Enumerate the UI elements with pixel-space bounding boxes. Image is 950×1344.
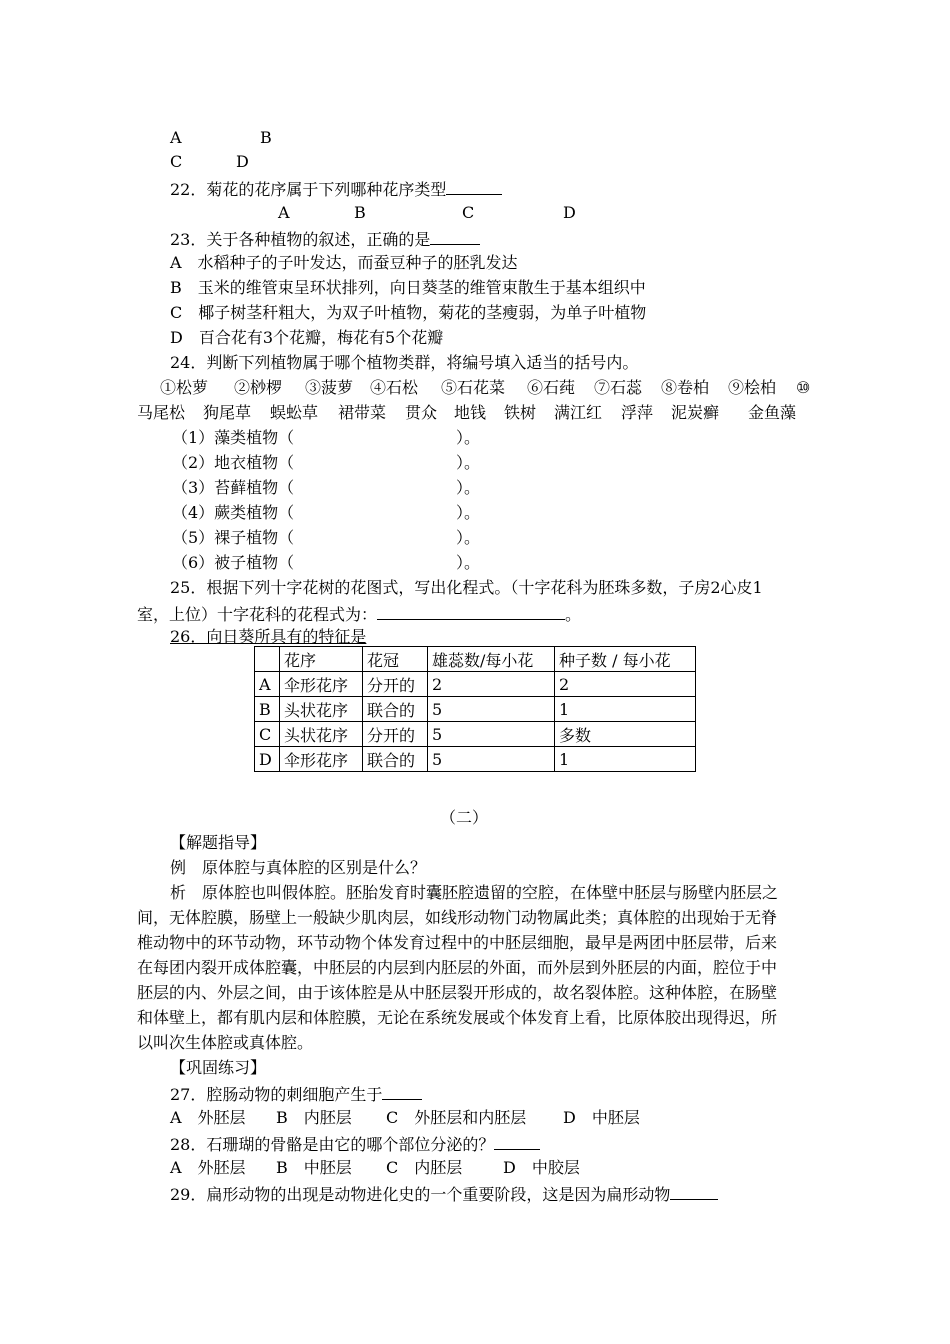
analysis-line: 析 原体腔也叫假体腔。胚胎发育时囊胚腔遗留的空腔，在体壁中胚层与肠壁内胚层之 (170, 883, 779, 902)
question-text: 29．扁形动物的出现是动物进化史的一个重要阶段，这是因为扁形动物 (170, 1185, 671, 1204)
table-cell: A (255, 672, 280, 697)
plant-item: ⑤石花菜 (441, 378, 506, 397)
table-cell: 5 (428, 747, 555, 772)
plant-item: 蜈蚣草 (270, 403, 319, 422)
group-moss-label: （3）苔藓植物（ (172, 478, 295, 497)
punctuation: 。 (565, 605, 582, 624)
answer-blank (446, 178, 502, 195)
q21-option-b: B (260, 128, 272, 147)
table-cell: 伞形花序 (280, 747, 363, 772)
answer-blank (670, 1183, 718, 1200)
plant-item: 贯众 (405, 403, 438, 422)
analysis-line: 以叫次生体腔或真体腔。 (137, 1033, 314, 1052)
table-cell: 伞形花序 (280, 672, 363, 697)
group-lichen-close: ）。 (456, 453, 481, 472)
q23-option-c: C 椰子树茎秆粗大，为双子叶植物，菊花的茎瘦弱，为单子叶植物 (170, 303, 647, 322)
plant-item: 金鱼藻 (748, 403, 797, 422)
table-cell: B (255, 697, 280, 722)
table-cell: D (255, 747, 280, 772)
plant-item: ⑦石蕊 (594, 378, 643, 397)
table-header-cell: 种子数 / 每小花 (555, 647, 696, 672)
table-cell: 联合的 (363, 747, 428, 772)
plant-item: 狗尾草 (203, 403, 252, 422)
plant-item: 浮萍 (621, 403, 654, 422)
q28-options (0, 1158, 950, 1178)
group-gymnosperm-label: （5）裸子植物（ (172, 528, 295, 547)
table-cell: 头状花序 (280, 722, 363, 747)
q27-option-b: B 内胚层 (276, 1108, 352, 1127)
plant-item: ④石松 (370, 378, 419, 397)
question-22 (170, 178, 502, 200)
group-algae-close: ）。 (456, 428, 481, 447)
table-cell: 2 (428, 672, 555, 697)
answer-blank (377, 603, 565, 620)
analysis-line: 在每团内裂开成体腔囊，中胚层的内层到内胚层的外面，而外层到外胚层的内面，腔位于中 (137, 958, 778, 977)
example-question: 例 原体腔与真体腔的区别是什么？ (170, 858, 427, 877)
analysis-line: 椎动物中的环节动物，环节动物个体发育过程中的中胚层细胞，最早是两团中胚层带，后来 (137, 933, 778, 952)
question-text: 27．腔肠动物的刺细胞产生于 (170, 1085, 383, 1104)
table-header-cell (255, 647, 280, 672)
q27-option-d: D 中胚层 (563, 1108, 640, 1127)
group-angiosperm-close: ）。 (456, 553, 481, 572)
table-cell: 2 (555, 672, 696, 697)
table-cell: 头状花序 (280, 697, 363, 722)
question-23 (170, 228, 480, 250)
practice-heading: 【巩固练习】 (170, 1058, 267, 1077)
question-text: 室，上位）十字花科的花程式为： (137, 605, 378, 624)
q21-option-d: D (236, 152, 249, 171)
q27-options (0, 1108, 950, 1128)
plant-item: ⑨桧柏 (728, 378, 777, 397)
table-cell: 1 (555, 697, 696, 722)
plant-item: 泥炭癣 (671, 403, 720, 422)
table-cell: C (255, 722, 280, 747)
q27-option-a: A 外胚层 (170, 1108, 246, 1127)
table-row (255, 672, 696, 697)
q22-option-d: D (563, 203, 576, 222)
answer-blank (494, 1133, 540, 1150)
table-cell: 1 (555, 747, 696, 772)
question-24: 24．判断下列植物属于哪个植物类群，将编号填入适当的括号内。 (170, 353, 639, 372)
plant-item: ⑧卷柏 (661, 378, 710, 397)
table-cell: 5 (428, 697, 555, 722)
plant-list-row-2 (0, 403, 950, 423)
q22-option-c: C (462, 203, 475, 222)
table-header-cell: 花序 (280, 647, 363, 672)
table-cell: 分开的 (363, 722, 428, 747)
table-header-cell: 花冠 (363, 647, 428, 672)
section-heading: （二） (440, 808, 489, 827)
plant-item: 满江红 (554, 403, 603, 422)
answer-blank (430, 228, 480, 245)
answer-blank (382, 1083, 422, 1100)
table-cell: 5 (428, 722, 555, 747)
plant-item: ⑥石莼 (527, 378, 576, 397)
plant-item: 铁树 (504, 403, 537, 422)
group-gymnosperm-close: ）。 (456, 528, 481, 547)
plant-item: ⑩ (796, 378, 811, 397)
question-25-line-1: 25．根据下列十字花树的花图式，写出化程式。（十字花科为胚珠多数，子房2心皮1 (170, 578, 763, 597)
q28-option-d: D 中胶层 (503, 1158, 580, 1177)
q21-option-c: C (170, 152, 183, 171)
plant-item: ①松萝 (160, 378, 209, 397)
analysis-line: 胚层的内、外层之间，由于该体腔是从中胚层裂开形成的，故名裂体腔。这种体腔，在肠壁 (137, 983, 778, 1002)
q27-option-c: C 外胚层和内胚层 (386, 1108, 527, 1127)
q28-option-a: A 外胚层 (170, 1158, 246, 1177)
table-row (255, 747, 696, 772)
q21-option-a: A (170, 128, 182, 147)
table-cell: 联合的 (363, 697, 428, 722)
question-text: 28．石珊瑚的骨骼是由它的哪个部位分泌的？ (170, 1135, 495, 1154)
q23-option-a: A 水稻种子的子叶发达，而蚕豆种子的胚乳发达 (170, 253, 518, 272)
analysis-line: 间，无体腔膜，肠壁上一般缺少肌肉层，如线形动物门动物属此类；真体腔的出现始于无脊 (137, 908, 778, 927)
group-fern-label: （4）蕨类植物（ (172, 503, 295, 522)
question-text: 23．关于各种植物的叙述，正确的是 (170, 230, 431, 249)
q23-option-b: B 玉米的维管束呈环状排列，向日葵茎的维管束散生于基本组织中 (170, 278, 646, 297)
plant-item: 马尾松 (137, 403, 186, 422)
group-angiosperm-label: （6）被子植物（ (172, 553, 295, 572)
group-lichen-label: （2）地衣植物（ (172, 453, 295, 472)
question-text: 22．菊花的花序属于下列哪种花序类型 (170, 180, 447, 199)
table-row (255, 697, 696, 722)
q28-option-b: B 中胚层 (276, 1158, 352, 1177)
q23-option-d: D 百合花有3个花瓣，梅花有5个花瓣 (170, 328, 444, 347)
guide-heading: 【解题指导】 (170, 833, 267, 852)
plant-item: 地钱 (454, 403, 487, 422)
group-algae-label: （1）藻类植物（ (172, 428, 295, 447)
question-26: 26．向日葵所具有的特征是 (170, 627, 367, 646)
group-moss-close: ）。 (456, 478, 481, 497)
q26-table (254, 646, 696, 772)
plant-item: ③菠萝 (305, 378, 354, 397)
table-cell: 分开的 (363, 672, 428, 697)
table-row (255, 722, 696, 747)
group-fern-close: ）。 (456, 503, 481, 522)
q22-option-b: B (354, 203, 366, 222)
table-header-row (255, 647, 696, 672)
q22-option-a: A (278, 203, 290, 222)
question-29 (170, 1183, 718, 1205)
question-28 (170, 1133, 540, 1155)
plant-list-row-1 (0, 378, 950, 398)
question-27 (170, 1083, 422, 1105)
q28-option-c: C 内胚层 (386, 1158, 463, 1177)
table-cell: 多数 (555, 722, 696, 747)
plant-item: 裙带菜 (338, 403, 387, 422)
table-header-cell: 雄蕊数/每小花 (428, 647, 555, 672)
analysis-line: 和体壁上，都有肌内层和体腔膜，无论在系统发展或个体发育上看，比原体胶出现得迟，所 (137, 1008, 778, 1027)
plant-item: ②桫椤 (234, 378, 283, 397)
question-25-line-2 (137, 603, 581, 625)
